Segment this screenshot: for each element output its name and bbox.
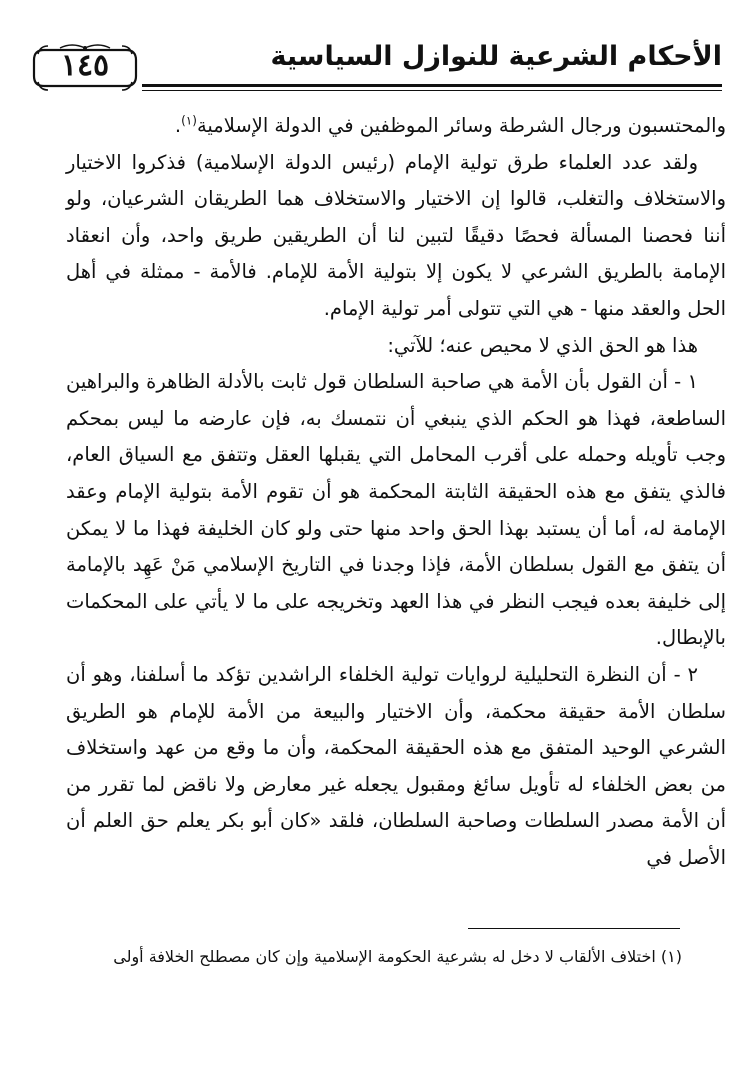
paragraph-1: والمحتسبون ورجال الشرطة وسائر الموظفين في الدولة الإسلامية$^{(١)}$. — [174, 113, 726, 137]
footnote-separator — [468, 928, 680, 929]
paragraph-3: هذا هو الحق الذي لا محيص عنه؛ للآتي: — [387, 333, 698, 357]
body-text — [66, 108, 726, 876]
header-rule-thin — [142, 90, 722, 91]
paragraph-2: ولقد عدد العلماء طرق تولية الإمام (رئيس الدولة الإسلامية) فذكروا الاختيار والاستخلاف والتغلب، قالوا إن الاختيار والاستخلاف هما الطريقان الشرعيان، ولو أننا فحصنا المسألة فحصًا دقيقًا لتبين لنا أن الطريقين طريق واحد، وأن انعقاد الإمامة بالطريق الشرعي لا يكون إلا بتولية الأمة للإمام. فالأمة - ممثلة في أهل الحل والعقد منها - هي التي تتولى أمر تولية الإمام. — [66, 150, 726, 320]
header-rule — [142, 84, 722, 87]
page-header — [30, 38, 722, 98]
page-number-frame — [30, 42, 140, 90]
paragraph-5: ٢ - أن النظرة التحليلية لروايات تولية الخلفاء الراشدين تؤكد ما أسلفنا، وهو أن سلطان الأمة حقيقة محكمة، وأن الاختيار والبيعة من الأمة للإمام هو الطريق الشرعي الوحيد المتفق مع هذه الحقيقة المحكمة، وأن ما وقع من عهد واستخلاف من بعض الخلفاء له تأويل سائغ ومقبول يجعله غير معارض ولا ناقض لما تقرر من أن الأمة مصدر السلطات وصاحبة السلطان، فلقد «كان أبو بكر يعلم حق العلم أن الأصل في — [66, 662, 726, 869]
footnote: (١) اختلاف الألقاب لا دخل له بشرعية الحكومة الإسلامية وإن كان مصطلح الخلافة أولى — [113, 947, 682, 966]
footnote-marker[interactable]: (١) — [181, 113, 197, 128]
page-number: ١٤٥ — [60, 48, 110, 83]
paragraph-4: ١ - أن القول بأن الأمة هي صاحبة السلطان قول ثابت بالأدلة الظاهرة والبراهين الساطعة، فهذا هو الحكم الذي ينبغي أن نتمسك به، فإن عارضه ما ليس بمحكم وجب تأويله وحمله على أقرب المحامل التي يقبلها العقل وتتفق مع السياق العام، فالذي يتفق مع هذه الحقيقة الثابتة المحكمة هو أن تقوم الأمة بتولية الإمام وعقد الإمامة له، أما أن يستبد بهذا الحق واحد منها حتى ولو كان الخليفة فهذا ما لا يمكن أن يتفق مع القول بسلطان الأمة، فإذا وجدنا في التاريخ الإسلامي مَنْ عَهِد بالإمامة إلى خليفة بعده فيجب النظر في هذا العهد وتخريجه على ما لا يأتي على المحكمات بالإبطال. — [66, 370, 726, 650]
running-title: الأحكام الشرعية للنوازل السياسية — [270, 41, 722, 72]
